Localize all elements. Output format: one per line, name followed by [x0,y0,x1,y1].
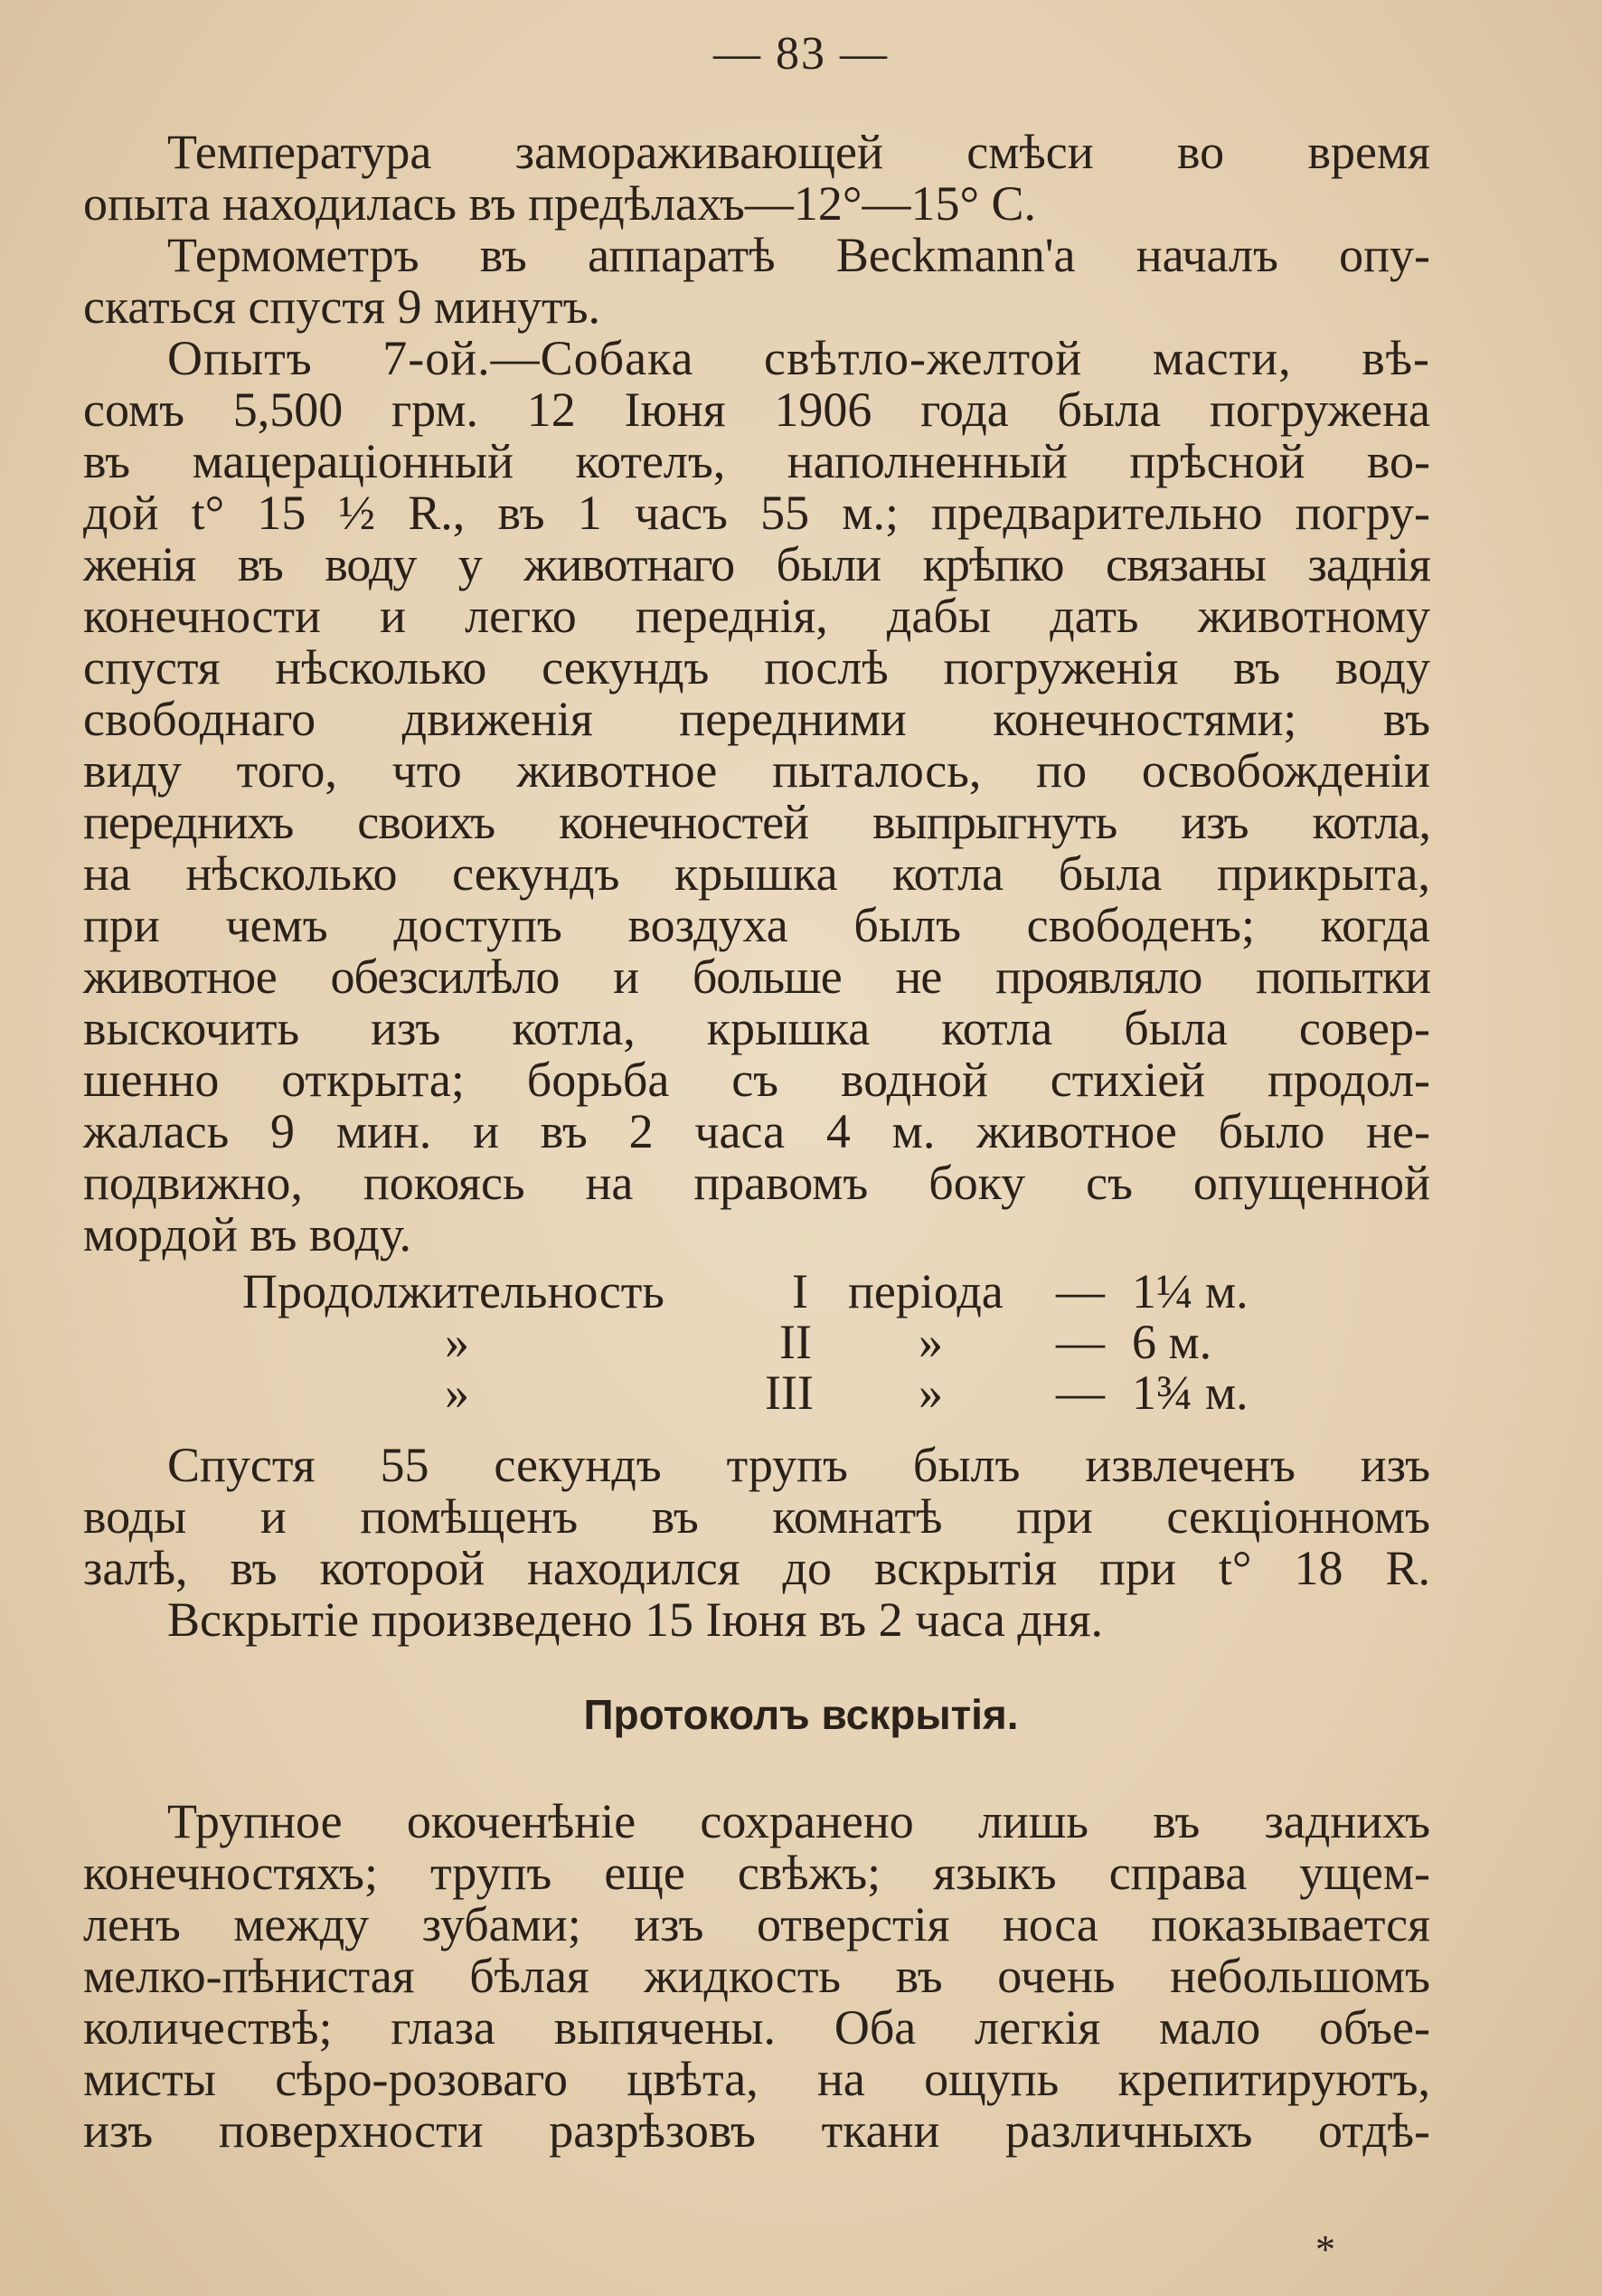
text-line: Спустя 55 секундъ трупъ былъ извлеченъ изъ [167,1438,1430,1492]
table-value: 1¼ м. [1132,1264,1249,1318]
table-dash: — [1056,1264,1105,1318]
text-line: ленъ между зубами; изъ отверстія носа показывается [83,1897,1430,1951]
text-line: шенно открыта; борьба съ водной стихіей продол- [83,1053,1430,1107]
table-period: II [779,1315,812,1369]
text-line: Термометръ въ аппаратѣ Beckmann'а началъ опу- [167,228,1430,282]
table-word: періода [848,1264,1004,1318]
text-line: животное обезсилѣло и больше не проявляло попытки [83,950,1430,1004]
text-line: Опытъ 7-ой.—Собака свѣтло-желтой масти, вѣ- [167,331,1430,385]
table-value: 6 м. [1132,1315,1212,1369]
table-dash: — [1056,1365,1105,1420]
table-period: I [792,1264,808,1318]
text-line: опыта находилась въ предѣлахъ—12°—15° С. [83,176,1037,231]
footnote-mark: * [1315,2227,1335,2272]
text-line: мелко-пѣнистая бѣлая жидкость въ очень небольшомъ [83,1949,1430,2003]
text-line: скаться спустя 9 минутъ. [83,279,601,334]
text-line: мордой въ воду. [83,1207,412,1261]
text-line: Температура замораживающей смѣси во время [167,125,1430,179]
page-number: — 83 — [713,28,889,80]
text-line: при чемъ доступъ воздуха былъ свободенъ; когда [83,898,1430,952]
text-line: свободнаго движенія передними конечностями; въ [83,692,1430,746]
text-line: количествѣ; глаза выпячены. Оба легкія мало объе- [83,2000,1430,2055]
text-line: воды и помѣщенъ въ комнатѣ при секціонномъ [83,1489,1430,1544]
text-line: дой t° 15 ½ R., въ 1 часъ 55 м.; предварительно погру- [83,486,1430,540]
table-word: » [919,1365,943,1420]
text-line: на нѣсколько секундъ крышка котла была прикрыта, [83,846,1430,901]
text-line: изъ поверхности разрѣзовъ ткани различныхъ отдѣ- [83,2103,1430,2158]
table-dash: — [1056,1315,1105,1369]
table-value: 1¾ м. [1132,1365,1249,1420]
table-label: » [445,1315,469,1369]
text-line: конечностяхъ; трупъ еще свѣжъ; языкъ справа ущем- [83,1846,1430,1900]
table-label: » [445,1365,469,1420]
table-label: Продолжительность [242,1264,664,1318]
section-heading: Протоколъ вскрытія. [583,1691,1019,1738]
text-line: подвижно, покоясь на правомъ боку съ опущенной [83,1156,1430,1210]
text-line: жалась 9 мин. и въ 2 часа 4 м. животное было не- [83,1104,1430,1158]
text-line: переднихъ своихъ конечностей выпрыгнуть изъ котла, [83,795,1430,849]
text-line: Вскрытіе произведено 15 Іюня въ 2 часа дня. [167,1592,1104,1647]
text-line: залѣ, въ которой находился до вскрытія при t° 18 R. [83,1541,1430,1595]
text-line: спустя нѣсколько секундъ послѣ погруженія въ воду [83,640,1430,694]
text-line: сомъ 5,500 грм. 12 Іюня 1906 года была погружена [83,383,1430,437]
text-line: мисты сѣро-розоваго цвѣта, на ощупь крепитируютъ, [83,2052,1430,2106]
text-line: выскочить изъ котла, крышка котла была совер- [83,1001,1430,1055]
text-line: Трупное окоченѣніе сохранено лишь въ заднихъ [167,1794,1430,1848]
text-line: виду того, что животное пыталось, по освобожденіи [83,743,1430,798]
table-period: III [765,1365,814,1420]
text-line: въ мацераціонный котелъ, наполненный прѣсной во- [83,434,1430,488]
text-line: женія въ воду у животнаго были крѣпко связаны заднія [83,537,1430,591]
table-word: » [919,1315,943,1369]
text-line: конечности и легко переднія, дабы дать животному [83,589,1430,643]
